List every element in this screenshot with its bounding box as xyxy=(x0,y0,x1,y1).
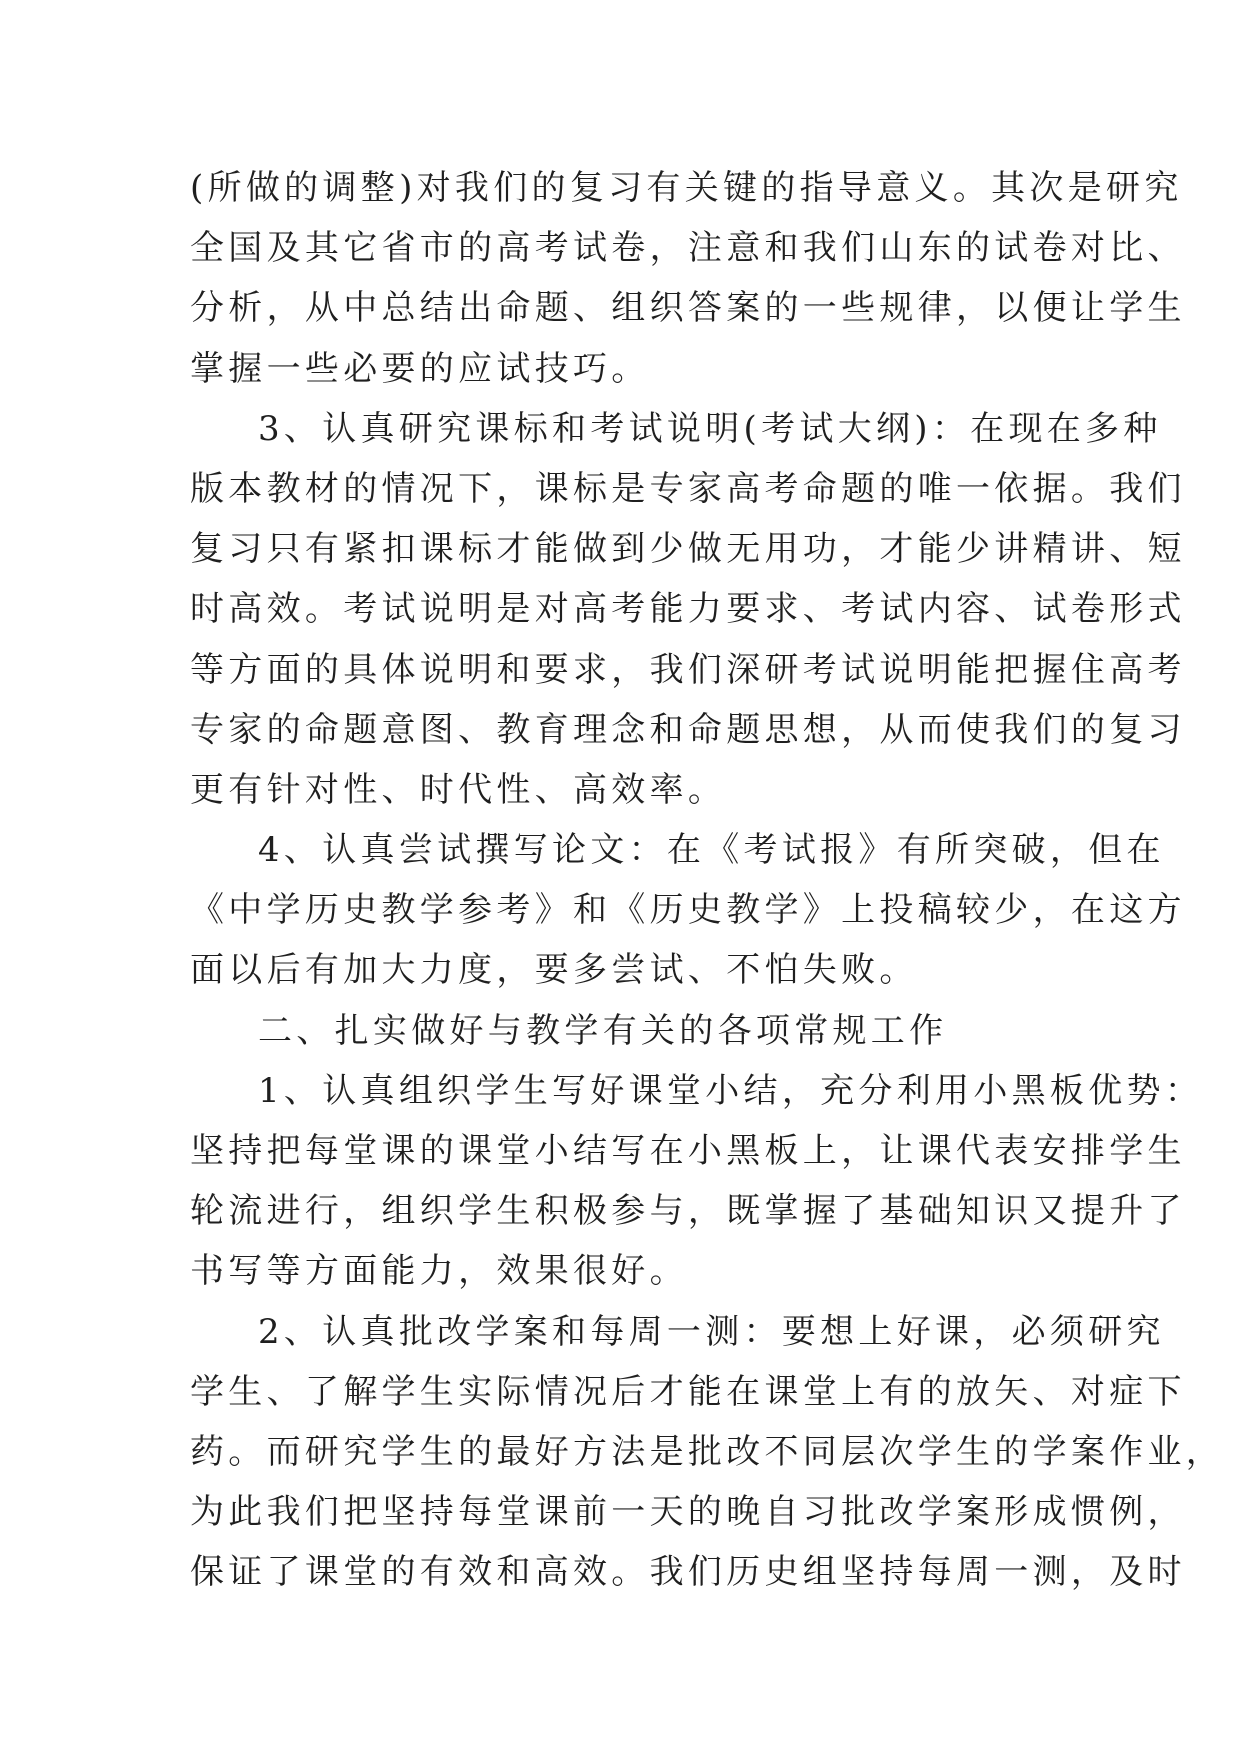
text-line: 专家的命题意图、教育理念和命题思想，从而使我们的复习 xyxy=(190,709,1186,750)
text-line: (所做的调整)对我们的复习有关键的指导意义。其次是研究 xyxy=(190,168,1183,208)
text-line: 分析，从中总结出命题、组织答案的一些规律，以便让学生 xyxy=(190,288,1186,329)
document-body xyxy=(190,158,1225,1603)
text-line: 二、扎实做好与教学有关的各项常规工作 xyxy=(258,1010,948,1051)
text-line: 坚持把每堂课的课堂小结写在小黑板上，让课代表安排学生 xyxy=(190,1131,1186,1171)
text-line: 全国及其它省市的高考试卷，注意和我们山东的试卷对比、 xyxy=(190,228,1186,269)
text-line: 更有针对性、时代性、高效率。 xyxy=(190,769,727,810)
text-line: 4、认真尝试撰写论文：在《考试报》有所突破，但在 xyxy=(258,830,1165,871)
text-line: 版本教材的情况下，课标是专家高考命题的唯一依据。我们 xyxy=(190,468,1186,509)
text-line: 为此我们把坚持每堂课前一天的晚自习批改学案形成惯例， xyxy=(190,1492,1186,1533)
text-line: 学生、了解学生实际情况后才能在课堂上有的放矢、对症下 xyxy=(190,1371,1186,1412)
text-line: 复习只有紧扣课标才能做到少做无用功，才能少讲精讲、短 xyxy=(190,529,1186,570)
text-line: 《中学历史教学参考》和《历史教学》上投稿较少，在这方 xyxy=(190,890,1186,931)
text-line: 面以后有加大力度，要多尝试、不怕失败。 xyxy=(190,950,918,991)
text-line: 时高效。考试说明是对高考能力要求、考试内容、试卷形式 xyxy=(190,589,1186,630)
text-line: 3、认真研究课标和考试说明(考试大纲)：在现在多种 xyxy=(258,408,1162,449)
text-line: 保证了课堂的有效和高效。我们历史组坚持每周一测，及时 xyxy=(190,1552,1186,1593)
text-line: 1、认真组织学生写好课堂小结，充分利用小黑板优势： xyxy=(258,1070,1204,1111)
text-line: 药。而研究学生的最好方法是批改不同层次学生的学案作业， xyxy=(190,1431,1225,1472)
text-line: 等方面的具体说明和要求，我们深研考试说明能把握住高考 xyxy=(190,649,1186,690)
text-line: 轮流进行，组织学生积极参与，既掌握了基础知识又提升了 xyxy=(190,1191,1186,1232)
text-line: 书写等方面能力，效果很好。 xyxy=(190,1251,688,1292)
text-line: 掌握一些必要的应试技巧。 xyxy=(190,348,650,389)
text-line: 2、认真批改学案和每周一测：要想上好课，必须研究 xyxy=(258,1311,1165,1352)
